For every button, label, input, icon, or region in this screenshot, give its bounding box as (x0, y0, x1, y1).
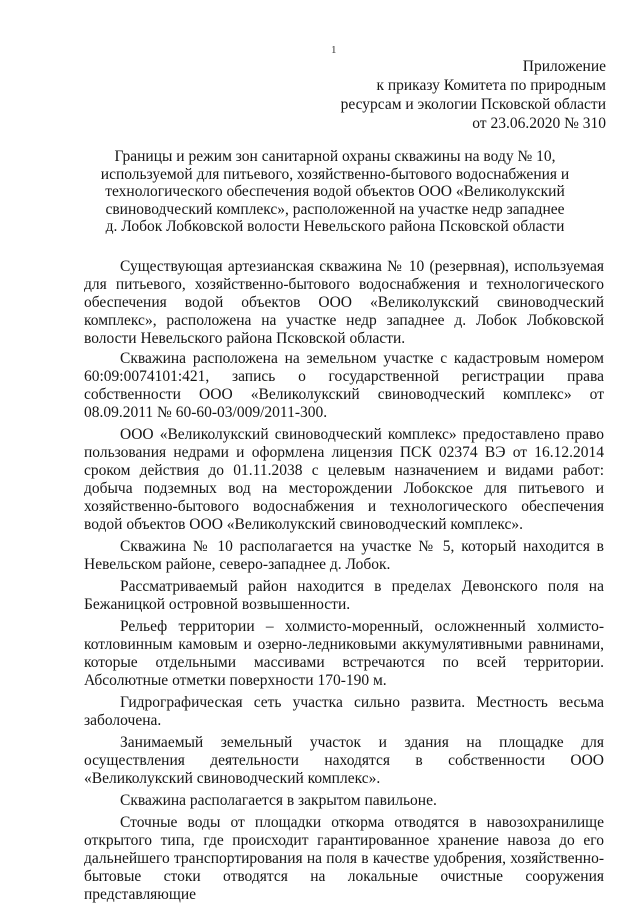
appendix-line-2: к приказу Комитета по природным (376, 77, 606, 94)
paragraph-5: Рассматриваемый район находится в пределах Девонского поля на Бежаницкой островной возвышенности. (84, 578, 604, 613)
appendix-line-1: Приложение (522, 58, 606, 75)
paragraph-6: Рельеф территории – холмисто-моренный, осложненный холмисто-котловинным камовым и озерно-ледниковыми аккумулятивными равнинами, которые отдельными массивами встречаются по всей территории. Абсолютные отметки поверхности 170-190 м. (84, 618, 604, 689)
paragraph-4: Скважина № 10 располагается на участке № 5, который находится в Невельском районе, северо-западнее д. Лобок. (84, 538, 604, 573)
appendix-header (306, 57, 606, 133)
paragraph-3: ООО «Великолукский свиноводческий комплекс» предоставлено право пользования недрами и оформлена лицензия ПСК 02374 ВЭ от 16.12.2014 сроком действия до 01.11.2038 с целевым назначением и видами работ: добыча подземных вод на месторождении Лобокское для питьевого и хозяйственно-бытового водоснабжения и технологического обеспечения водой объектов ООО «Великолукский свиноводческий комплекс». (84, 426, 604, 533)
paragraph-1: Существующая артезианская скважина № 10 (резервная), используемая для питьевого, хозяйственно-бытового водоснабжения и технологического обеспечения водой объектов ООО «Великолукский свиноводческий комплекс», расположена на участке недр западнее д. Лобок Лобковской волости Невельского района Псковской области. (84, 258, 604, 347)
appendix-line-4: от 23.06.2020 № 310 (472, 115, 606, 132)
document-title: Границы и режим зон санитарной охраны скважины на воду № 10, используемой для питьевого, хозяйственно-бытового водоснабжения и технологического обеспечения водой объектов ООО «Великолукский свиноводческий комплекс», расположенной на участке недр западнее д. Лобок Лобковской волости Невельского района Псковской области (100, 148, 570, 235)
paragraph-2: Скважина расположена на земельном участке с кадастровым номером 60:09:0074101:421, запись о государственной регистрации права собственности ООО «Великолукский свиноводческий комплекс» от 08.09.2011 № 60-60-03/009/2011-300. (84, 350, 604, 421)
paragraph-8: Занимаемый земельный участок и здания на площадке для осуществления деятельности находятся в собственности ООО «Великолукский свиноводческий комплекс». (84, 734, 604, 787)
paragraph-9: Скважина располагается в закрытом павильоне. (120, 792, 437, 809)
paragraph-7: Гидрографическая сеть участка сильно развита. Местность весьма заболочена. (84, 694, 604, 729)
appendix-line-3: ресурсам и экологии Псковской области (340, 96, 606, 113)
paragraph-10: Сточные воды от площадки откорма отводятся в навозохранилище открытого типа, где происходит гарантированное хранение навоза до его дальнейшего транспортирования на поля в качестве удобрения, хозяйственно-бытовые стоки отводятся на локальные очистные сооружения представляющие (84, 814, 604, 903)
page-number: 1 (331, 44, 337, 56)
document-body (84, 258, 604, 908)
